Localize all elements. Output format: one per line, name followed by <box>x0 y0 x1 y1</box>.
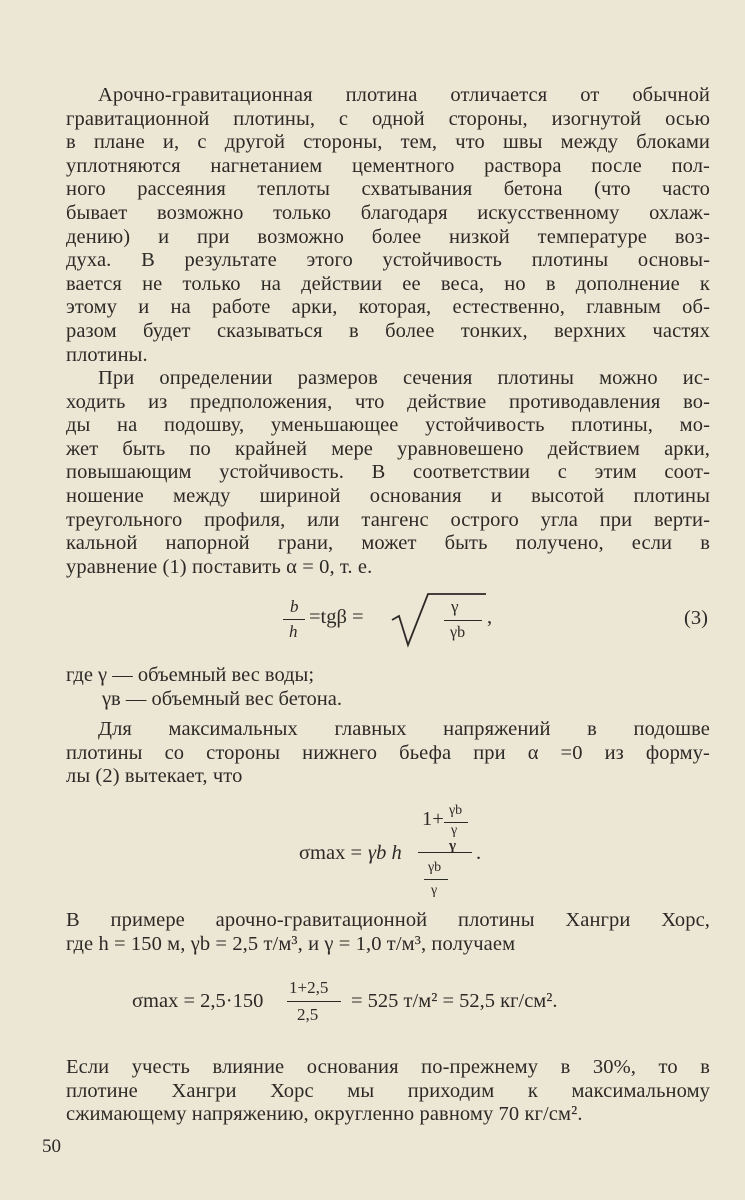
text-line: плотины со стороны нижнего бьефа при α =0 из форму- <box>66 741 710 764</box>
formula-h: h <box>289 622 298 641</box>
formula-gb-bottom: γb <box>428 860 442 875</box>
text-line: разом будет сказываться в более тонких, верхних частях <box>66 319 710 342</box>
text-line: уплотняются нагнетанием цементного раствора после пол- <box>66 154 710 177</box>
fraction-bar-main <box>418 852 472 853</box>
text-line: Если учесть влияние основания по-прежнему в 30%, то в <box>66 1056 710 1078</box>
formula-sigma-lhs: σmax = <box>299 842 363 864</box>
formula-num-rhs: = 525 т/м² = 52,5 кг/см². <box>351 990 558 1012</box>
text-line: плотине Хангри Хорс мы приходим к максимальному <box>66 1079 710 1102</box>
where-gamma-b: γв — объемный вес бетона. <box>102 688 342 710</box>
text-line: уравнение (1) поставить α = 0, т. е. <box>66 555 373 578</box>
formula-num-numerator: 1+2,5 <box>289 978 329 997</box>
text-line: кальной напорной грани, может быть получено, если в <box>66 532 710 555</box>
equation-number: (3) <box>684 607 708 629</box>
text-line: духа. В результате этого устойчивость плотины основы- <box>66 249 710 272</box>
text-line: дению) и при возможно более низкой температуре воз- <box>66 225 710 248</box>
text-line: жет быть по крайней мере уравновешено действием арки, <box>66 437 710 460</box>
text-line: ды на подошву, уменьшающее устойчивость плотины, мо- <box>66 414 710 437</box>
formula-g-bottom: γ <box>431 883 438 898</box>
fraction-bar <box>283 619 305 620</box>
paragraph-5 <box>66 1056 710 1127</box>
text-line: ношение между шириной основания и высотой плотины <box>66 484 710 507</box>
text-line: ходить из предположения, что действие противодавления во- <box>66 390 710 413</box>
fraction-bar <box>444 620 482 621</box>
formula-num-lhs: σmax = 2,5·150 <box>132 990 264 1012</box>
text-line: Арочно-гравитационная плотина отличается от обычной <box>98 84 710 106</box>
paragraph-4 <box>66 909 710 956</box>
formula-gamma-mid: γ <box>449 838 457 854</box>
formula-g-top: γ <box>451 823 458 838</box>
text-line: лы (2) вытекает, что <box>66 765 243 788</box>
text-line: этому и на работе арки, которая, естественно, главным об- <box>66 296 710 319</box>
formula-b: b <box>290 597 299 616</box>
text-line: ного рассеяния теплоты схватывания бетона (что часто <box>66 178 710 201</box>
formula-gamma-b-h: γb h <box>368 842 402 864</box>
text-line: повышающим устойчивость. В соответствии с этим соот- <box>66 461 710 484</box>
formula-gamma: γ <box>451 597 459 616</box>
fraction-bar <box>287 1001 341 1002</box>
formula-tg: =tgβ = <box>309 606 364 628</box>
paragraph-2 <box>66 367 710 579</box>
formula-gamma-b: γb <box>450 624 466 641</box>
formula-dot: . <box>476 842 482 864</box>
text-line: плотины. <box>66 343 148 366</box>
text-line: где h = 150 м, γb = 2,5 т/м³, и γ = 1,0 т/м³, получаем <box>66 932 516 955</box>
fraction-bar <box>424 879 448 880</box>
formula-comma: , <box>487 606 493 628</box>
formula-num-denominator: 2,5 <box>297 1005 319 1024</box>
text-line: Для максимальных главных напряжений в подошве <box>98 718 710 740</box>
paragraph-1 <box>66 84 710 367</box>
formula-one-plus: 1+ <box>422 808 444 830</box>
formula-gb-top: γb <box>449 803 463 818</box>
text-line: бывает возможно только благодаря искусственному охлаж- <box>66 201 710 224</box>
where-gamma: где γ — объемный вес воды; <box>66 664 315 686</box>
text-line: в плане и, с другой стороны, тем, что швы между блоками <box>66 131 710 154</box>
paragraph-3 <box>66 718 710 789</box>
text-line: В примере арочно-гравитационной плотины Хангри Хорс, <box>66 909 710 931</box>
text-line: гравитационной плотины, с одной стороны, изогнутой осью <box>66 107 710 130</box>
page-number: 50 <box>42 1136 61 1157</box>
text-line: сжимающему напряжению, округленно равному 70 кг/см². <box>66 1103 583 1126</box>
text-line: треугольного профиля, или тангенс острого угла при верти- <box>66 508 710 531</box>
text-line: вается не только на действии ее веса, но в дополнение к <box>66 272 710 295</box>
text-line: При определении размеров сечения плотины можно ис- <box>98 367 710 389</box>
